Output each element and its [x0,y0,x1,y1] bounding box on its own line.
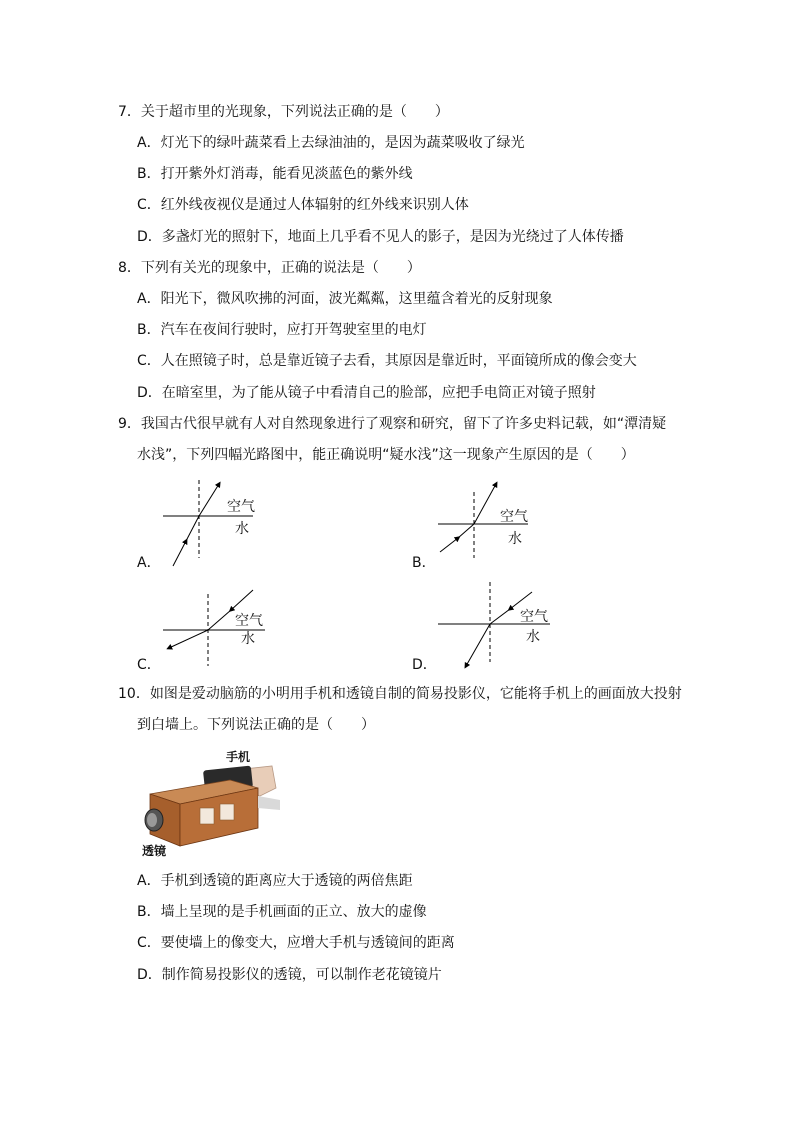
ray-air [199,484,219,516]
ray-air [490,609,510,624]
question-8-stem: 8．下列有关光的现象中，正确的说法是（ ） [118,260,421,276]
air-label: 空气 [520,609,548,625]
option-label-b: B． [412,555,436,571]
question-9-stem-line1: 9．我国古代很早就有人对自然现象进行了观察和研究，留下了许多史料记载，如“潭清疑 [118,416,667,432]
q7-option-a: A．灯光下的绿叶蔬菜看上去绿油油的，是因为蔬菜吸收了绿光 [137,135,525,151]
ray-air-arrow [510,592,532,609]
q8-option-d: D．在暗室里，为了能从镜子中看清自己的脸部，应把手电筒正对镜子照射 [137,385,596,401]
lens-label: 透镜 [142,844,167,858]
question-10-stem-line2: 到白墙上。下列说法正确的是（ ） [137,717,375,733]
projector-photo [140,748,280,860]
q8-option-c: C．人在照镜子时，总是靠近镜子去看，其原因是靠近时，平面镜所成的像会变大 [137,353,637,369]
ray-water [466,624,490,666]
air-label: 空气 [227,499,255,515]
ray-water [186,516,199,541]
diagram-a [135,478,275,574]
air-label: 空气 [235,613,263,629]
option-label-a: A． [137,555,161,571]
phone-label: 手机 [226,750,251,764]
q7-option-c: C．红外线夜视仪是通过人体辐射的红外线来识别人体 [137,197,469,213]
q8-option-a: A．阳光下，微风吹拂的河面，波光粼粼，这里蕴含着光的反射现象 [137,291,553,307]
q10-option-b: B．墙上呈现的是手机画面的正立、放大的虚像 [137,904,427,920]
ray-water-arrow [173,541,186,566]
water-label: 水 [526,629,540,645]
q10-option-a: A．手机到透镜的距离应大于透镜的两倍焦距 [137,873,413,889]
ray-water-arrow [440,538,458,552]
q7-option-d: D．多盏灯光的照射下，地面上几乎看不见人的影子，是因为光绕过了人体传播 [137,229,624,245]
question-9-stem-line2: 水浅”，下列四幅光路图中，能正确说明“疑水浅”这一现象产生原因的是（ ） [137,447,635,463]
diagram-d [410,580,560,676]
water-label: 水 [235,521,249,537]
ray-air [474,484,496,524]
question-7-stem: 7．关于超市里的光现象，下列说法正确的是（ ） [118,104,449,120]
diagram-b [410,478,550,574]
q10-option-d: D．制作简易投影仪的透镜，可以制作老花镜镜片 [137,967,442,983]
option-label-d: D． [412,657,437,673]
water-label: 水 [508,531,522,547]
question-10-stem-line1: 10．如图是爱动脑筋的小明用手机和透镜自制的简易投影仪，它能将手机上的画面放大投射 [118,686,682,702]
ray-air [208,610,231,630]
q10-option-c: C．要使墙上的像变大，应增大手机与透镜间的距离 [137,935,455,951]
ray-air-arrow [231,590,253,610]
air-label: 空气 [500,509,528,525]
diagram-c [135,584,275,676]
option-label-c: C． [137,657,161,673]
q8-option-b: B．汽车在夜间行驶时，应打开驾驶室里的电灯 [137,322,427,338]
water-label: 水 [241,631,255,647]
ray-water [169,630,208,648]
ray-water [458,524,474,538]
q7-option-b: B．打开紫外灯消毒，能看见淡蓝色的紫外线 [137,166,413,182]
